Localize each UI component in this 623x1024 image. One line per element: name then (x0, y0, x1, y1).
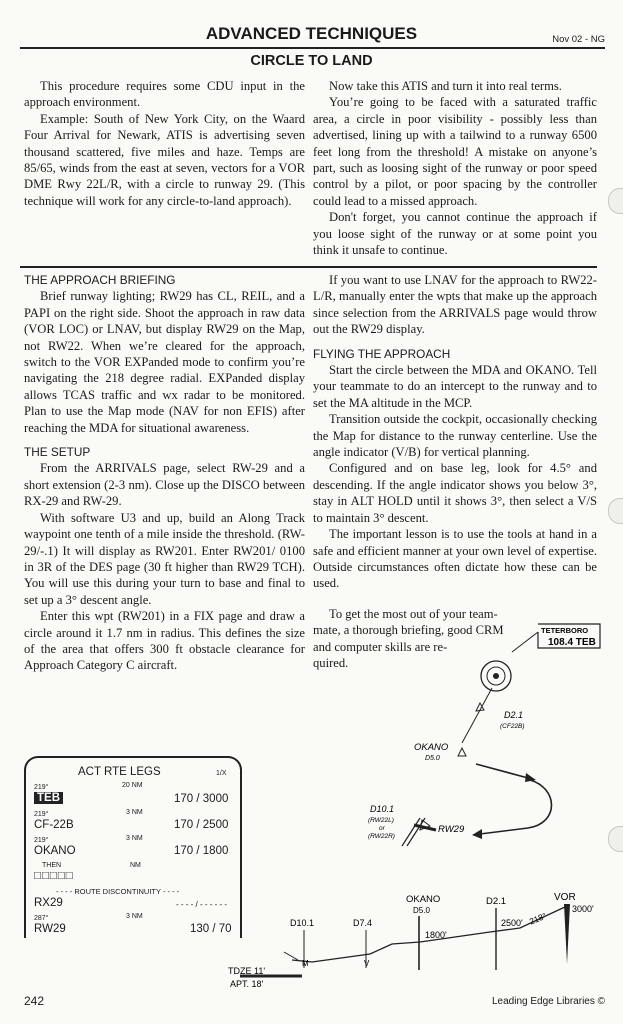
cf22b-label: (CF22B) (500, 723, 525, 730)
lower-left-column (24, 272, 305, 674)
binder-hole (608, 188, 623, 214)
or-label: or (379, 825, 385, 832)
route-discontinuity: - - - - ROUTE DISCONTINUITY - - - - (56, 887, 180, 896)
runway-22-right (407, 818, 425, 846)
flying-paragraph-1: Start the circle between the MDA and OKANO. Tell your teammate to do an intercept to the runway and to set the MA altitude in the MCP. (313, 363, 597, 410)
d101-label: D10.1 (290, 918, 315, 928)
okano-label: OKANO (406, 894, 441, 905)
intro-right-paragraph-3: Don't forget, you cannot continue the approach if you loose sight of the runway or at some point you think it unsafe to continue. (313, 210, 597, 258)
lnav-paragraph: If you want to use LNAV for the approach to RW22-L/R, manually enter the wpts that make up the approach since selection from the ARRIVALS page would throw out the RW29 display. (313, 273, 597, 337)
flying-paragraph-3: Configured and on base leg, look for 4.5° and descending. If the angle indicator shows you below 3°, stay in ALT HOLD until it shows 3°, then select a V/S to maintain 3° descent. (313, 461, 597, 525)
cdu-empty-boxes: □□□□□ (34, 870, 74, 882)
circling-path-outbound (476, 764, 528, 778)
cdu-course: 219° (34, 811, 49, 818)
cdu-waypoint-selected: TEB (34, 792, 63, 804)
cdu-waypoint: RW29 (34, 923, 66, 935)
cdu-constraint: 170 / 1800 (174, 845, 229, 857)
section-divider (20, 266, 597, 268)
cdu-distance: 3 NM (126, 809, 143, 816)
briefing-heading: THE APPROACH BRIEFING (24, 273, 176, 287)
cdu-constraint: 170 / 3000 (174, 793, 229, 805)
cdu-waypoint: CF-22B (34, 819, 74, 831)
okano-waypoint-icon (458, 748, 466, 756)
cdu-page-number: 1/X (216, 770, 227, 777)
page-number: 242 (24, 994, 45, 1008)
cdu-course: 219° (34, 784, 49, 791)
binder-hole (608, 498, 623, 524)
vor-label: VOR (554, 892, 576, 903)
closing-line-2: mate, a thorough briefing, good CRM (313, 623, 504, 638)
section-title: CIRCLE TO LAND (250, 53, 373, 69)
cf22b-distance: D2.1 (504, 710, 524, 720)
profile-view-diagram (220, 886, 615, 994)
teterboro-label: TETERBORO (541, 626, 589, 635)
final-approach-arrow-icon (472, 829, 482, 839)
intro-right-paragraph-1: Now take this ATIS and turn it into real terms. (329, 79, 562, 93)
closing-line-3: and computer skills are re- (313, 639, 448, 654)
vor-station-icon (564, 904, 570, 964)
closing-line-1: To get the most out of your team- (329, 607, 498, 621)
vor-altitude: 3000' (572, 904, 594, 914)
cdu-waypoint: RX29 (34, 897, 63, 909)
middle-marker-v: V (364, 959, 370, 968)
lower-right-column (313, 272, 597, 592)
rw22l-label: (RW22L) (368, 817, 394, 824)
okano-dme: D5.0 (413, 906, 430, 915)
d21-altitude: 2500' (501, 918, 523, 928)
intro-right-column (313, 78, 597, 258)
approach-course-line (462, 688, 492, 743)
intro-right-paragraph-2: You’re going to be faced with a saturated traffic area, a circle in poor visibility - possibly less than advertised, lining up with a tailwind to a runway 6500 feet long from the threshold! A mistake on anyone’s part, such as loosing sight of the runway or poor speed control by a pilot, or poor spacing by the controller could lead to a missed approach. (313, 95, 597, 208)
flying-paragraph-4: The important lesson is to use the tools at hand in a safe and efficient manner at your own level of expertise. Outside circumstances often dictate how these can be used. (313, 527, 597, 591)
runway-22-left (402, 818, 420, 846)
intro-paragraph-2: Example: South of New York City, on the Waard Four Arrival for Newark, ATIS is advertising seven thousand scattered, five miles and haze. Temps are 85/65, winds from the east at seven, vectors for a VOR DME Rwy 22L/R, with a circle to runway 29. (This technique will work for any circle-to-land approach). (24, 111, 305, 208)
cdu-course: 219° (34, 837, 49, 844)
radial-label: 218° (527, 910, 548, 927)
closing-line-4: quired. (313, 656, 349, 671)
okano-label: OKANO (414, 742, 449, 753)
cdu-distance: 3 NM (126, 913, 143, 920)
publisher-credit: Leading Edge Libraries © (492, 996, 605, 1007)
cdu-constraint: 130 / 70 (190, 923, 232, 935)
d21-label: D2.1 (486, 896, 507, 907)
setup-paragraph-1: From the ARRIVALS page, select RW-29 and a short extension (2-3 nm). Close up the DISCO between RX-29 and RW-29. (24, 461, 305, 509)
plan-view-diagram (330, 618, 620, 858)
okano-altitude: 1800' (425, 930, 447, 940)
circling-path-turn (480, 780, 552, 834)
rw22r-label: (RW22R) (368, 833, 395, 840)
intro-paragraph-1: This procedure requires some CDU input in the approach environment. (24, 79, 305, 110)
tdze-label: TDZE 11' (228, 966, 266, 976)
page-title: ADVANCED TECHNIQUES (205, 24, 418, 43)
airport-elevation: APT. 18' (230, 979, 264, 989)
setup-paragraph-2: With software U3 and up, build an Along Track waypoint one tenth of a mile inside the threshold. (RW-29/-.1) It will display as RW201. Enter RW201/ 0100 in 3R of the DES page (30 ft higher than RW29 TCH). You will use this during your turn to base and final to set up a 3° descent angle. (24, 510, 305, 607)
missed-approach-arrow-icon (284, 952, 298, 960)
cdu-distance: NM (130, 862, 141, 869)
intro-left-column (24, 78, 305, 209)
cdu-legs-page (24, 756, 242, 938)
d101-label: D10.1 (370, 804, 395, 814)
cdu-distance: 20 NM (122, 782, 143, 789)
cdu-waypoint: OKANO (34, 845, 76, 857)
okano-dme: D5.0 (425, 755, 440, 762)
rw29-label: RW29 (438, 824, 465, 835)
cdu-constraint: - - - - / - - - - - - (176, 900, 228, 909)
flying-heading: FLYING THE APPROACH (313, 346, 451, 361)
cdu-distance: 3 NM (126, 835, 143, 842)
vor-station-icon (493, 673, 499, 679)
missed-approach-m: M (302, 959, 309, 968)
revision-date: Nov 02 - NG (552, 34, 605, 45)
setup-heading: THE SETUP (24, 445, 91, 460)
teterboro-frequency: 108.4 TEB (548, 637, 596, 648)
flying-paragraph-2: Transition outside the cockpit, occasionally checking the Map for distance to the runway centerline. Use the angle indicator (V/B) for vertical planning. (313, 412, 597, 460)
cdu-title: ACT RTE LEGS (78, 766, 161, 778)
cdu-course: THEN (42, 862, 62, 869)
header-rule (20, 47, 605, 49)
setup-paragraph-3: Enter this wpt (RW201) in a FIX page and draw a circle around it 1.7 nm in radius. This defines the size of the area that offers 300 ft obstacle clearance for Approach Category C aircraft. (24, 609, 305, 673)
cdu-course: 287° (34, 915, 49, 922)
teterboro-leader (512, 632, 538, 652)
d74-label: D7.4 (353, 918, 373, 928)
cdu-constraint: 170 / 2500 (174, 819, 229, 831)
binder-hole (608, 826, 623, 852)
briefing-paragraph: Brief runway lighting; RW29 has CL, REIL, and a PAPI on the right side. Shoot the approach in raw data (VOR LOC) or LNAV, but display RW29 on the Map, not RW22. When we’re cleared for the approach, switch to the VOR EXPanded mode to confirm you’re navigating the 218 degree radial. EXPanded display allows TCAS traffic and wx radar to be monitored. Plan to use the Map mode (NAV for non EFIS) after reaching the MDA for situational awareness. (24, 289, 305, 435)
